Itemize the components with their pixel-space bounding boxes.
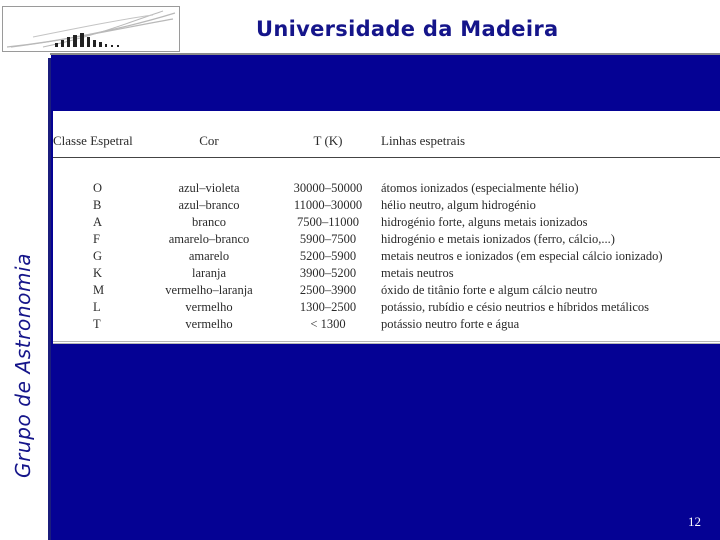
table-row <box>53 158 720 198</box>
table-cell: 30000–50000 <box>293 181 363 195</box>
table-cell: branco <box>191 215 226 229</box>
table-cell: O <box>93 181 103 195</box>
table-cell: azul–branco <box>178 198 240 212</box>
table-header-row <box>53 111 720 158</box>
table-cell: K <box>93 266 103 280</box>
table-row <box>53 265 720 282</box>
page-number: 12 <box>688 514 701 529</box>
table-row <box>53 214 720 231</box>
table-cell: 7500–11000 <box>296 215 360 229</box>
table-row <box>53 282 720 299</box>
column-header: T (K) <box>275 111 381 158</box>
table-cell: vermelho <box>185 317 233 331</box>
table-row <box>53 299 720 316</box>
table-cell: amarelo <box>188 249 230 263</box>
table-cell: 1300–2500 <box>299 300 357 314</box>
table-cell: potássio neutro forte e água <box>381 317 520 331</box>
table-row <box>53 316 720 333</box>
university-logo <box>2 6 180 52</box>
table-cell: 5900–7500 <box>299 232 357 246</box>
table-cell: amarelo–branco <box>168 232 250 246</box>
table-row <box>53 197 720 214</box>
table-cell: G <box>93 249 103 263</box>
table-cell: < 1300 <box>310 317 346 331</box>
table-cell: metais neutros <box>381 266 454 280</box>
page-title: Universidade da Madeira <box>256 17 559 41</box>
table-cell: 5200–5900 <box>299 249 357 263</box>
table-cell: T <box>93 317 101 331</box>
spectral-class-table <box>53 111 720 344</box>
table-cell: 3900–5200 <box>299 266 357 280</box>
table-cell: vermelho <box>185 300 233 314</box>
sidebar <box>0 58 48 540</box>
table-row <box>53 231 720 248</box>
table-cell: L <box>93 300 101 314</box>
column-header: Classe Espetral <box>53 111 143 158</box>
sidebar-vertical-title: Grupo de Astronomia <box>11 252 35 478</box>
column-header: Cor <box>143 111 275 158</box>
column-header: Linhas espetrais <box>381 111 720 158</box>
table-cell: potássio, rubídio e césio neutrios e híbridos metálicos <box>381 300 650 314</box>
table-cell: vermelho–laranja <box>165 283 253 297</box>
table-cell: hélio neutro, algum hidrogénio <box>381 198 536 212</box>
table-cell: átomos ionizados (especialmente hélio) <box>381 181 579 195</box>
table-cell: hidrogénio e metais ionizados (ferro, cálcio,...) <box>381 232 615 246</box>
table-cell: azul–violeta <box>178 181 240 195</box>
table-cell: óxido de titânio forte e algum cálcio neutro <box>381 283 598 297</box>
table-cell: 2500–3900 <box>299 283 357 297</box>
table-row <box>53 248 720 265</box>
table-cell: 11000–30000 <box>293 198 363 212</box>
table-cell: laranja <box>191 266 226 280</box>
header <box>0 0 720 58</box>
table-cell: metais neutros e ionizados (em especial cálcio ionizado) <box>381 249 663 263</box>
table-cell: F <box>93 232 100 246</box>
table-cell: M <box>93 283 105 297</box>
table-cell: A <box>93 215 103 229</box>
table-cell: B <box>93 198 102 212</box>
table-cell: hidrogénio forte, alguns metais ionizados <box>381 215 588 229</box>
